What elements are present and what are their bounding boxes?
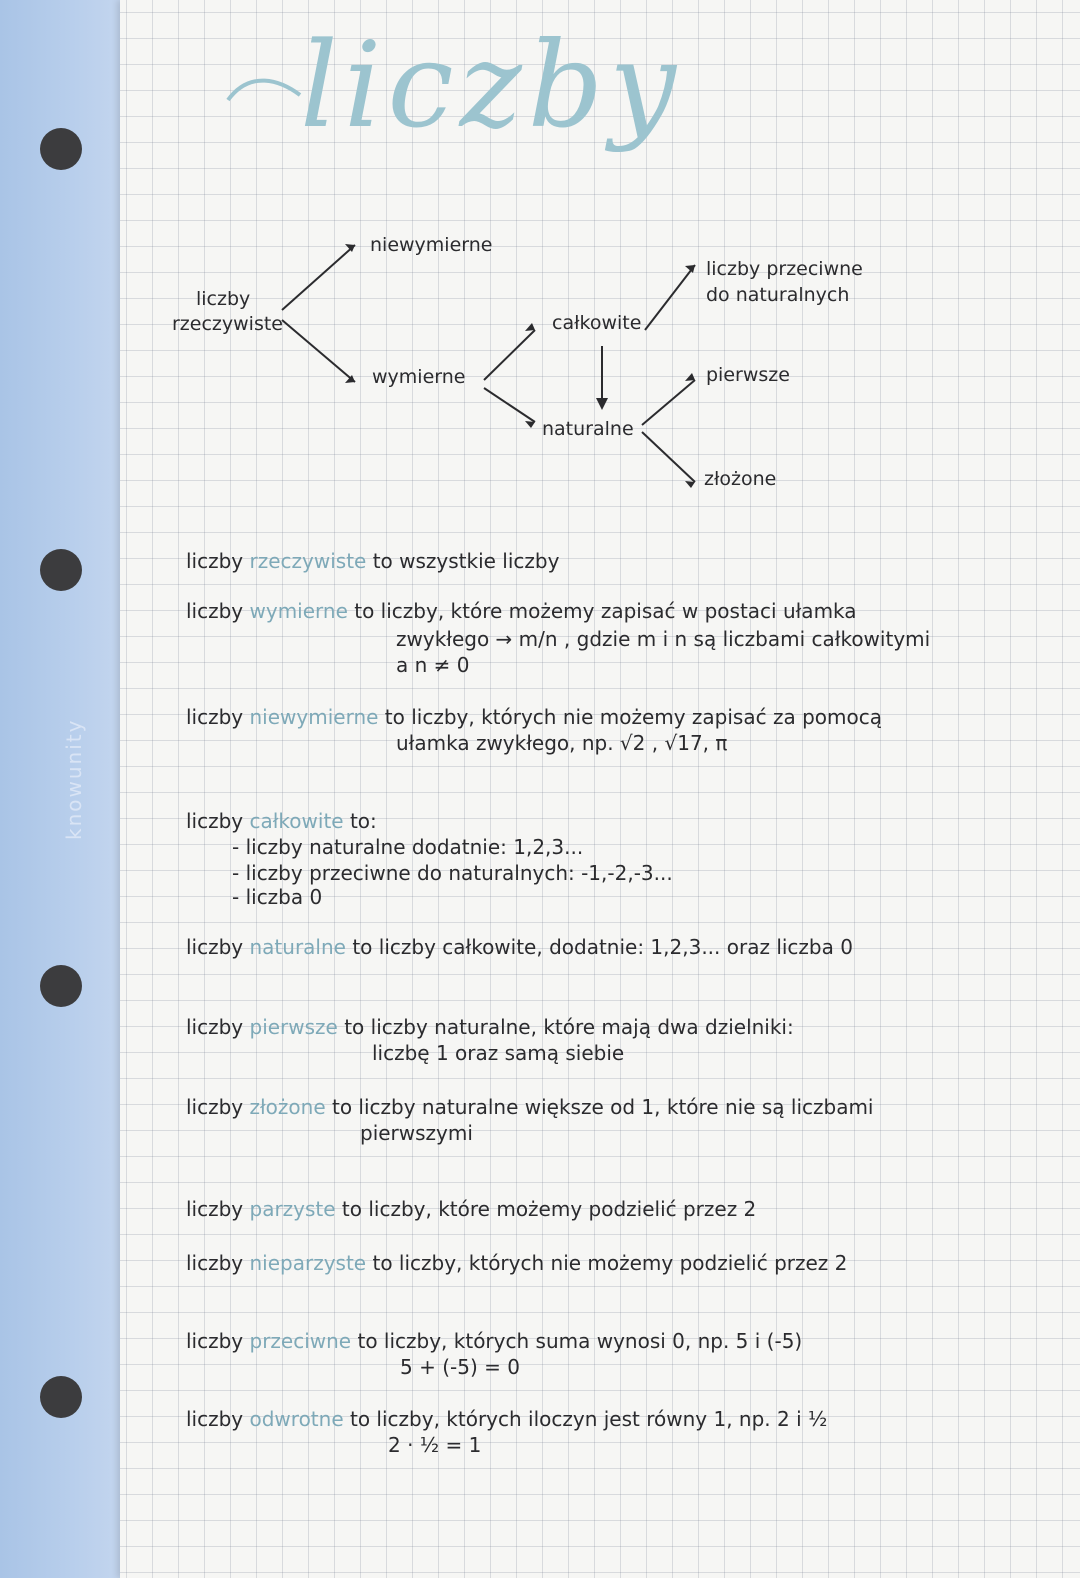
punch-hole <box>40 1376 82 1418</box>
node-zlozone: złożone <box>704 468 777 490</box>
def-odwrotne-line2: 2 · ½ = 1 <box>388 1433 482 1457</box>
punch-hole <box>40 965 82 1007</box>
def-term: niewymierne <box>249 705 379 729</box>
def-prefix: liczby <box>186 809 250 833</box>
def-prefix: liczby <box>186 705 250 729</box>
def-text: to: <box>343 809 377 833</box>
def-przeciwne <box>186 1328 802 1354</box>
node-calkowite: całkowite <box>552 312 642 334</box>
def-term: rzeczywiste <box>249 549 367 573</box>
def-wymierne-line2: zwykłego → m/n , gdzie m i n są liczbami całkowitymi <box>396 627 931 651</box>
def-prefix: liczby <box>186 1251 250 1275</box>
def-term: wymierne <box>249 599 348 623</box>
node-przeciwne-line2: do naturalnych <box>706 284 850 306</box>
def-text: to liczby, których suma wynosi 0, np. 5 i (-5) <box>351 1329 803 1353</box>
def-term: złożone <box>249 1095 326 1119</box>
def-calkowite-item: - liczba 0 <box>232 885 323 909</box>
def-wymierne-line3: a n ≠ 0 <box>396 653 470 677</box>
def-term: parzyste <box>249 1197 336 1221</box>
classification-diagram <box>0 0 1080 520</box>
def-parzyste <box>186 1196 756 1222</box>
punch-hole <box>40 549 82 591</box>
def-calkowite <box>186 808 377 834</box>
node-wymierne: wymierne <box>372 366 466 388</box>
def-prefix: liczby <box>186 1095 250 1119</box>
def-pierwsze-line2: liczbę 1 oraz samą siebie <box>372 1041 625 1065</box>
watermark: knowunity <box>62 718 86 840</box>
def-zlozone <box>186 1094 874 1120</box>
def-term: odwrotne <box>249 1407 344 1431</box>
node-niewymierne: niewymierne <box>370 234 493 256</box>
def-term: całkowite <box>249 809 344 833</box>
def-nieparzyste <box>186 1250 847 1276</box>
def-text: to liczby, które możemy podzielić przez 2 <box>335 1197 757 1221</box>
def-prefix: liczby <box>186 1197 250 1221</box>
def-niewymierne-line2: ułamka zwykłego, np. √2 , √17, π <box>396 731 728 755</box>
def-text: to liczby, których nie możemy podzielić przez 2 <box>366 1251 848 1275</box>
def-prefix: liczby <box>186 599 250 623</box>
def-text: to liczby całkowite, dodatnie: 1,2,3... oraz liczba 0 <box>345 935 853 959</box>
def-prefix: liczby <box>186 1015 250 1039</box>
node-rzeczywiste-line2: rzeczywiste <box>172 313 283 335</box>
def-term: pierwsze <box>249 1015 338 1039</box>
def-term: przeciwne <box>249 1329 352 1353</box>
def-calkowite-item: - liczby naturalne dodatnie: 1,2,3... <box>232 835 584 859</box>
def-term: nieparzyste <box>249 1251 367 1275</box>
node-rzeczywiste-line1: liczby <box>196 288 251 310</box>
def-niewymierne <box>186 704 882 730</box>
def-prefix: liczby <box>186 549 250 573</box>
def-term: naturalne <box>249 935 346 959</box>
def-text: to liczby naturalne większe od 1, które nie są liczbami <box>325 1095 874 1119</box>
def-text: to liczby, które możemy zapisać w postaci ułamka <box>347 599 857 623</box>
def-prefix: liczby <box>186 1329 250 1353</box>
def-text: to liczby naturalne, które mają dwa dzielniki: <box>337 1015 794 1039</box>
def-naturalne <box>186 934 853 960</box>
def-odwrotne <box>186 1406 827 1432</box>
def-text: to liczby, których nie możemy zapisać za pomocą <box>378 705 882 729</box>
def-calkowite-item: - liczby przeciwne do naturalnych: -1,-2,-3... <box>232 861 673 885</box>
def-text: to wszystkie liczby <box>366 549 560 573</box>
def-prefix: liczby <box>186 935 250 959</box>
page-title: liczby <box>300 16 682 154</box>
node-przeciwne-line1: liczby przeciwne <box>706 258 863 280</box>
def-wymierne <box>186 598 857 624</box>
def-rzeczywiste <box>186 548 559 574</box>
def-pierwsze <box>186 1014 794 1040</box>
def-zlozone-line2: pierwszymi <box>360 1121 473 1145</box>
def-przeciwne-line2: 5 + (-5) = 0 <box>400 1355 520 1379</box>
node-pierwsze: pierwsze <box>706 364 790 386</box>
def-text: to liczby, których iloczyn jest równy 1, np. 2 i ½ <box>343 1407 828 1431</box>
node-naturalne: naturalne <box>542 418 634 440</box>
def-prefix: liczby <box>186 1407 250 1431</box>
